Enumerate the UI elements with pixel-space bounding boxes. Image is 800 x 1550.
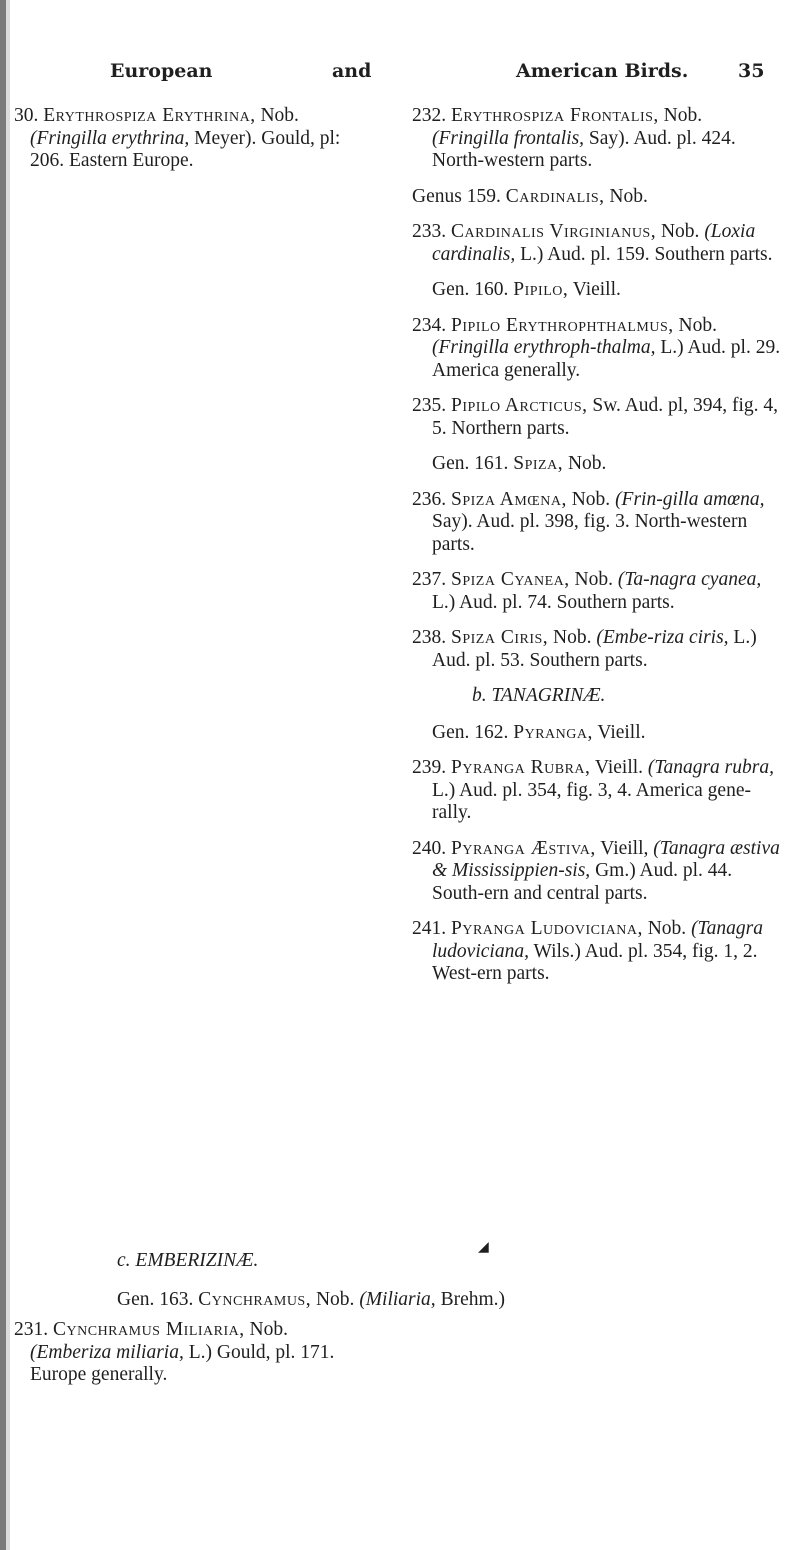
entry-241: 241. Pyranga Ludoviciana, Nob. (Tanagra ludoviciana, Wils.) Aud. pl. 354, fig. 1, 2. West-ern parts. [412, 918, 763, 984]
subfamily-heading-b: b. TANAGRINÆ. [472, 685, 606, 706]
header-left: European [110, 60, 213, 82]
genus-160: Gen. 160. Pipilo, Vieill. [432, 279, 621, 300]
entry-233: 233. Cardinalis Virginianus, Nob. (Loxia cardinalis, L.) Aud. pl. 159. Southern parts. [412, 221, 773, 265]
entry-238: 238. Spiza Ciris, Nob. (Embe-riza ciris, L.) Aud. pl. 53. Southern parts. [412, 627, 757, 671]
genus-163: Gen. 163. Cynchramus, Nob. (Miliaria, Brehm.) [117, 1288, 506, 1310]
entry-239: 239. Pyranga Rubra, Vieill. (Tanagra rubra, L.) Aud. pl. 354, fig. 3, 4. America gene-rally. [412, 757, 774, 823]
bottom-section [14, 1250, 784, 1387]
ink-mark: ◢ [478, 1240, 489, 1255]
entry-234: 234. Pipilo Erythrophthalmus, Nob. (Fringilla erythroph-thalma, L.) Aud. pl. 29. America generally. [412, 314, 781, 381]
entry-236: 236. Spiza Amœna, Nob. (Frin-gilla amœna, Say). Aud. pl. 398, fig. 3. North-western parts. [412, 488, 765, 555]
genus-161: Gen. 161. Spiza, Nob. [432, 453, 607, 474]
entry-240: 240. Pyranga Æstiva, Vieill, (Tanagra æstiva & Mississippien-sis, Gm.) Aud. pl. 44. South-ern and central parts. [412, 837, 780, 904]
entry-230: 30. Erythrospiza Erythrina, Nob. (Fringilla erythrina, Meyer). Gould, pl: 206. Eastern Europe. [14, 105, 341, 171]
genus-162: Gen. 162. Pyranga, Vieill. [432, 721, 646, 743]
running-header [0, 60, 800, 90]
page-number: 35 [738, 60, 765, 82]
page-gutter-shadow [6, 0, 10, 1550]
right-column [412, 105, 782, 999]
entry-232: 232. Erythrospiza Frontalis, Nob. (Fringilla frontalis, Say). Aud. pl. 424. North-western parts. [412, 105, 736, 171]
entry-231: 231. Cynchramus Miliaria, Nob. (Emberiza miliaria, L.) Gould, pl. 171. Europe generally. [14, 1319, 335, 1385]
header-right: American Birds. [516, 60, 689, 82]
entry-235: 235. Pipilo Arcticus, Sw. Aud. pl, 394, fig. 4, 5. Northern parts. [412, 395, 778, 439]
left-column [14, 105, 344, 186]
entry-237: 237. Spiza Cyanea, Nob. (Ta-nagra cyanea, L.) Aud. pl. 74. Southern parts. [412, 569, 762, 613]
header-center: and [332, 60, 372, 82]
subfamily-heading-c: c. EMBERIZINÆ. [117, 1250, 259, 1271]
genus-159: Genus 159. Cardinalis, Nob. [412, 185, 648, 207]
